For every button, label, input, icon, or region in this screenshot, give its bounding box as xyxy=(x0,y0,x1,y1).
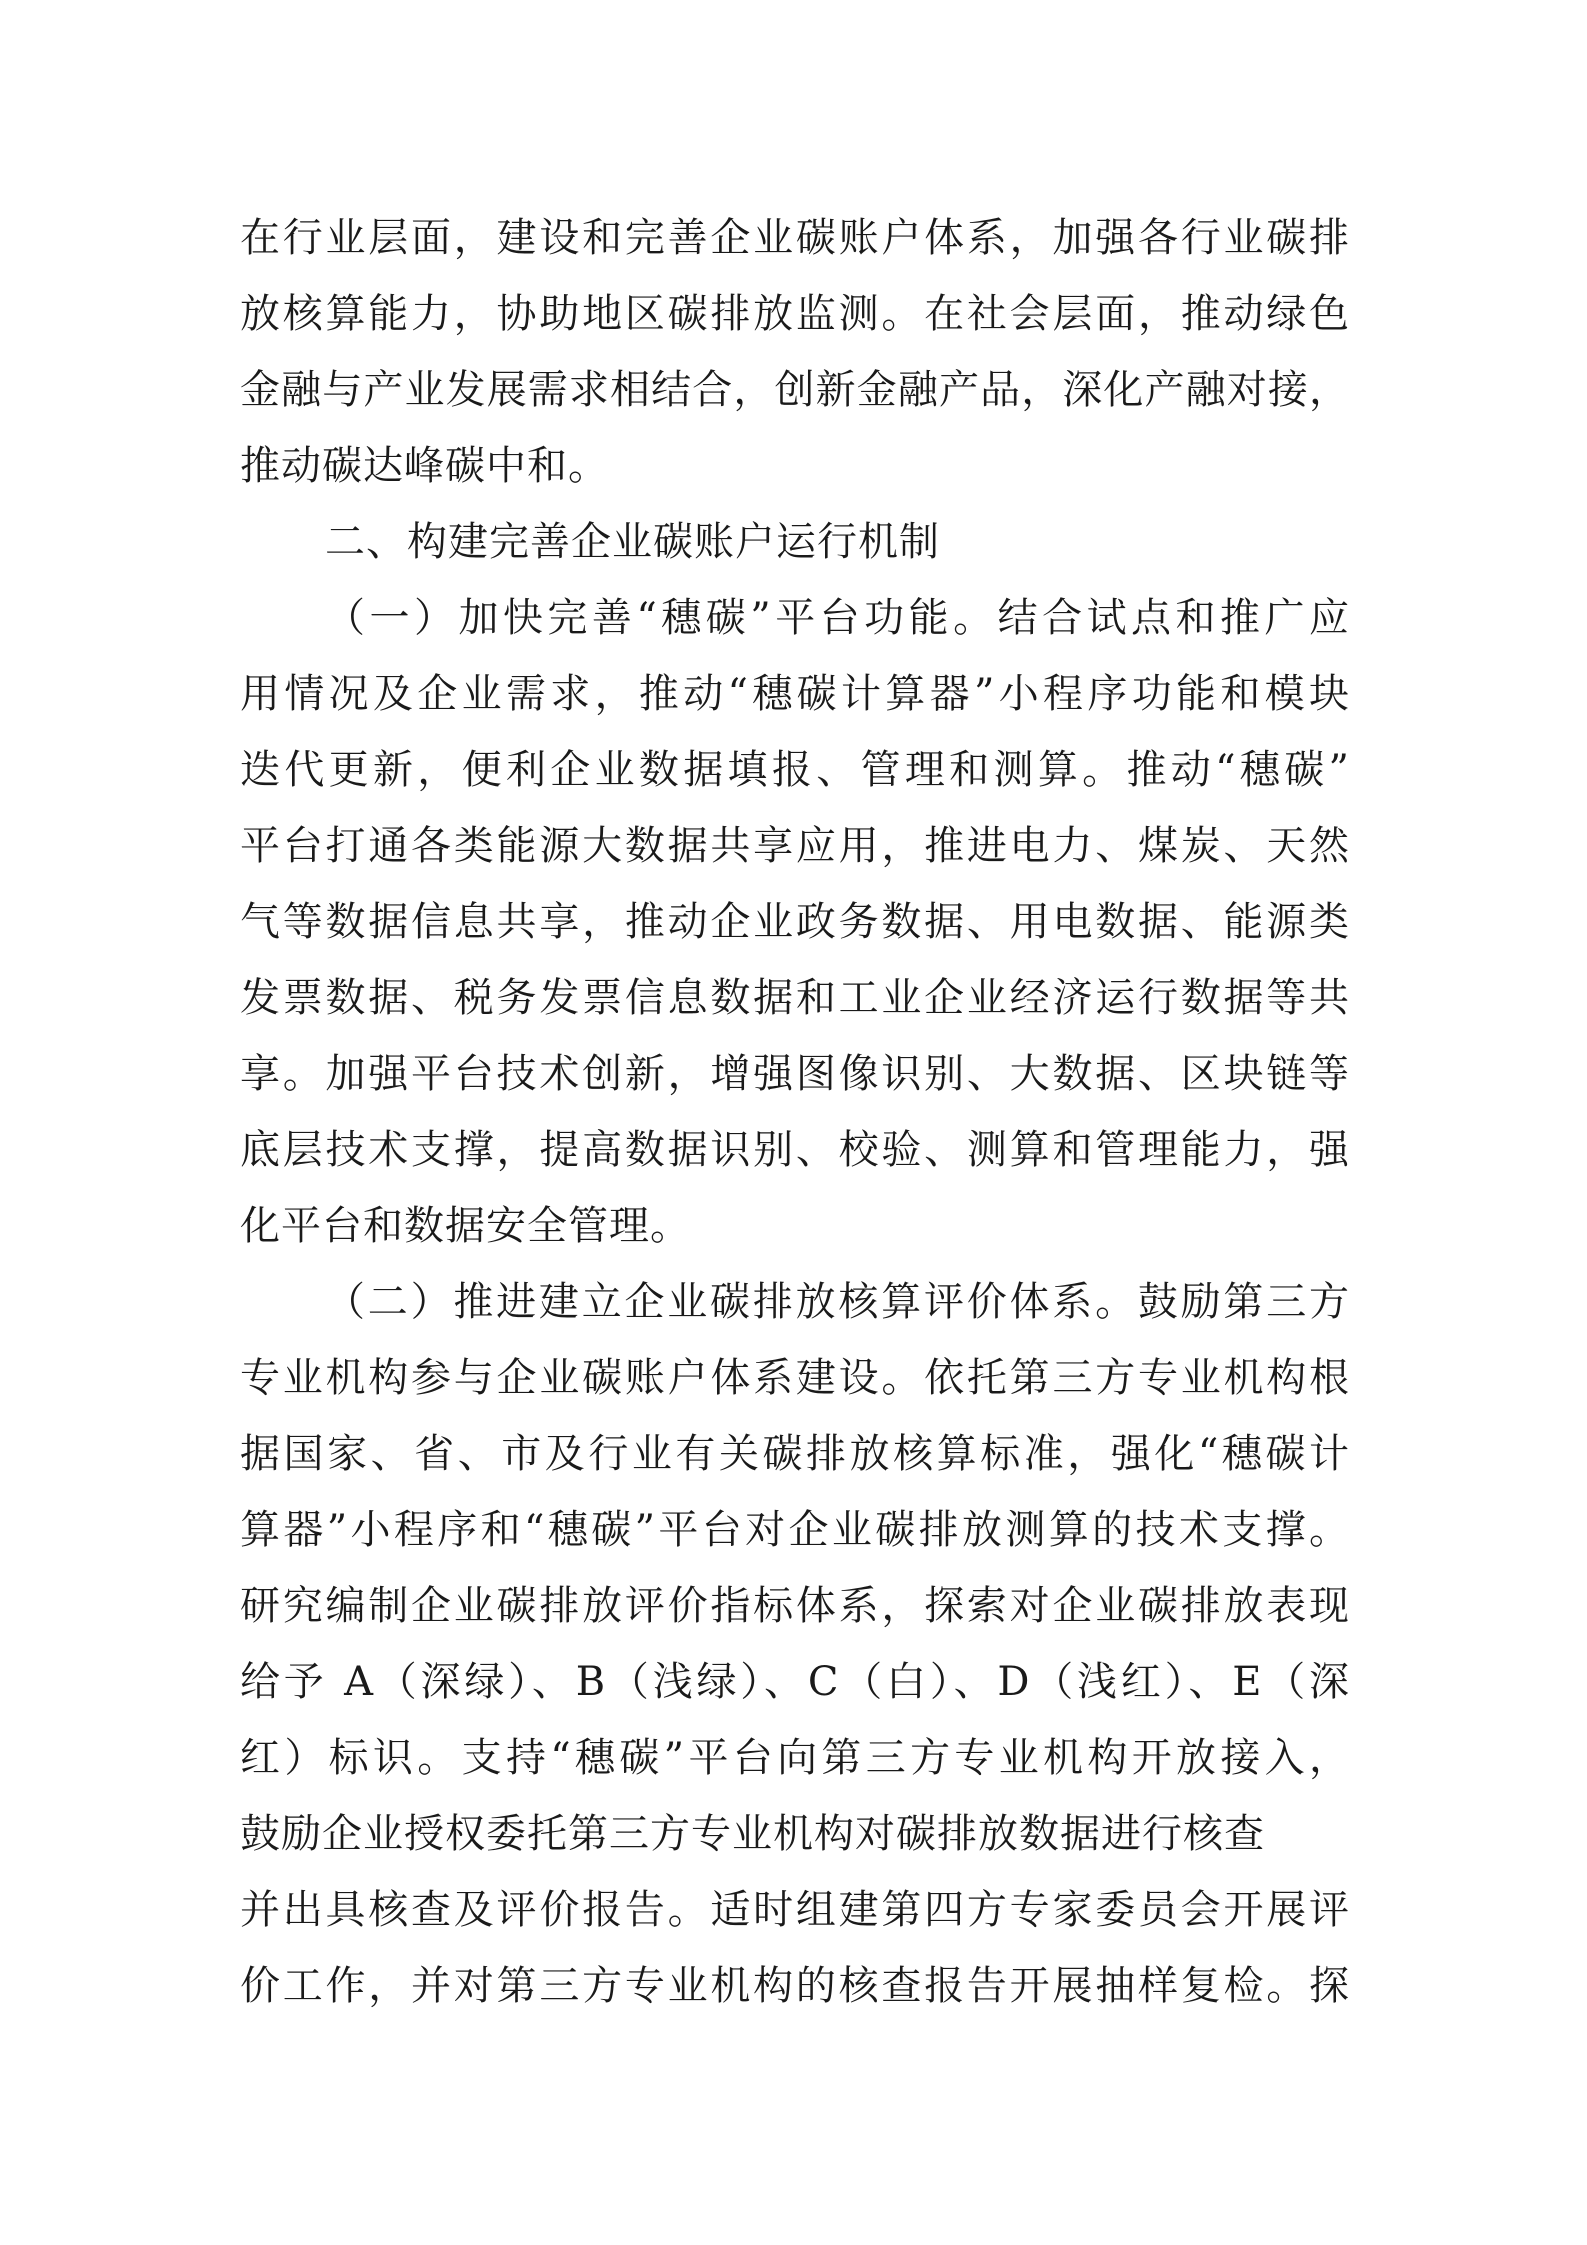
text-line: 化平台和数据安全管理。 xyxy=(240,1203,691,1249)
text-line: 并出具核查及评价报告。适时组建第四方专家委员会开展评 xyxy=(240,1887,1350,1933)
document-body xyxy=(240,200,1350,2024)
text-line: 研究编制企业碳排放评价指标体系，探索对企业碳排放表现 xyxy=(240,1583,1350,1629)
text-line: 用情况及企业需求，推动“穗碳计算器”小程序功能和模块 xyxy=(240,671,1350,717)
text-line: 迭代更新，便利企业数据填报、管理和测算。推动“穗碳” xyxy=(240,747,1350,793)
paragraph-continued xyxy=(240,200,1350,504)
text-line: 发票数据、税务发票信息数据和工业企业经济运行数据等共 xyxy=(240,975,1350,1021)
heading-text: 二、构建完善企业碳账户运行机制 xyxy=(325,519,940,565)
text-line: 鼓励企业授权委托第三方专业机构对碳排放数据进行核查 xyxy=(240,1811,1265,1857)
text-line: 给予 A（深绿）、B（浅绿）、C（白）、D（浅红）、E（深 xyxy=(240,1659,1350,1705)
text-line: 享。加强平台技术创新，增强图像识别、大数据、区块链等 xyxy=(240,1051,1350,1097)
text-line: （二）推进建立企业碳排放核算评价体系。鼓励第三方 xyxy=(325,1279,1350,1325)
text-line: 据国家、省、市及行业有关碳排放核算标准，强化“穗碳计 xyxy=(240,1431,1350,1477)
text-line: 金融与产业发展需求相结合，创新金融产品，深化产融对接， xyxy=(240,367,1350,413)
text-line: 算器”小程序和“穗碳”平台对企业碳排放测算的技术支撑。 xyxy=(240,1507,1350,1553)
text-line: 在行业层面，建设和完善企业碳账户体系，加强各行业碳排 xyxy=(240,215,1350,261)
text-line: 底层技术支撑，提高数据识别、校验、测算和管理能力，强 xyxy=(240,1127,1350,1173)
paragraph-section-1 xyxy=(240,580,1350,1264)
text-line: 价工作，并对第三方专业机构的核查报告开展抽样复检。探 xyxy=(240,1963,1350,2009)
text-line: 放核算能力，协助地区碳排放监测。在社会层面，推动绿色 xyxy=(240,291,1350,337)
text-line: 推动碳达峰碳中和。 xyxy=(240,443,609,489)
text-line: 专业机构参与企业碳账户体系建设。依托第三方专业机构根 xyxy=(240,1355,1350,1401)
text-line: （一）加快完善“穗碳”平台功能。结合试点和推广应 xyxy=(325,595,1350,641)
section-heading xyxy=(240,504,1350,580)
text-line: 红）标识。支持“穗碳”平台向第三方专业机构开放接入， xyxy=(240,1735,1350,1781)
text-line: 气等数据信息共享，推动企业政务数据、用电数据、能源类 xyxy=(240,899,1350,945)
text-line: 平台打通各类能源大数据共享应用，推进电力、煤炭、天然 xyxy=(240,823,1350,869)
paragraph-section-2 xyxy=(240,1264,1350,2024)
